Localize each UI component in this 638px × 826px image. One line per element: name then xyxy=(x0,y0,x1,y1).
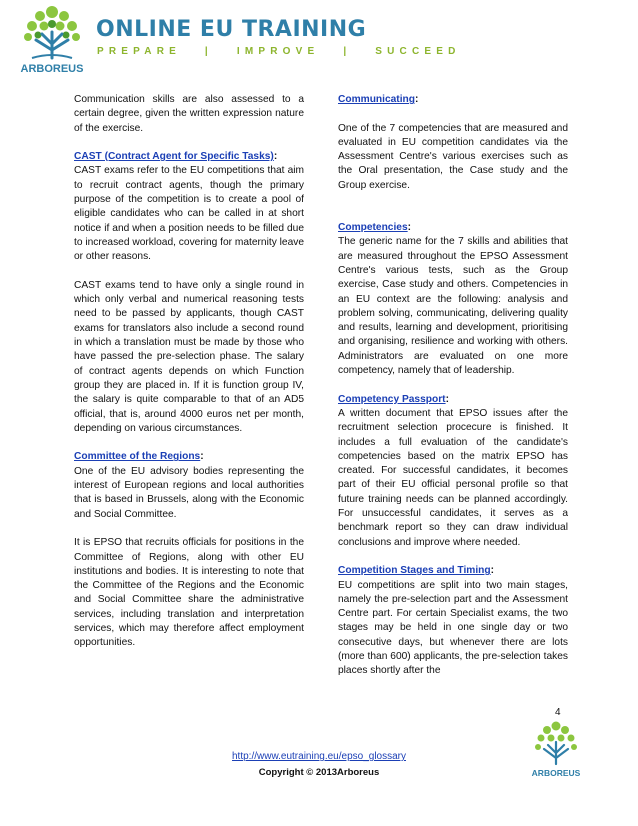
glossary-entry-competition-stages: Competition Stages and Timing: EU competitions are split into two main stages, namely the pre-selection part and the Assessment Centre part. For certain Specialist exams, the two stages may be held in one single day or two consecutive days, but whenever there are lots (more than 600) applicants, the pre-selection takes places shortly after the xyxy=(338,565,568,677)
right-column xyxy=(338,93,568,693)
glossary-term-link[interactable]: Communicating xyxy=(338,94,415,105)
glossary-term-link[interactable]: Competency Passport xyxy=(338,393,446,405)
svg-text:ARBOREUS: ARBOREUS xyxy=(20,63,84,75)
glossary-definition: EU competitions are split into two main stages, namely the pre-selection part and the Assessment Centre part. For certain Specialist exams, the two stages may be held in one single day or two consecutive days, but whenever there are lots (more than 600) applicants, the pre-selection takes places shortly after the xyxy=(338,579,568,677)
glossary-definition: A written document that EPSO issues after the recruitment selection procecure is finished. It includes a full evaluation of the candidate's competencies based on the matrix EPSO has created. For successful candidates, it becomes part of their EU official personal profile so that future training needs can be planned accordingly. For unsuccessful candidates, it serves as a benchmark report so they can draw individual conclusions and improve where needed. xyxy=(338,407,568,548)
glossary-definition: The generic name for the 7 skills and abilities that are measured throughout the EPSO Assessment Centre's various tests, such as the Group exercise, Case study and others. Competencies in an EU context are the following: analysis and problem solving, communicating, delivering quality and results, learning and development, prioritising and organising, resilience and working with others. Administrators are evaluated on one more competency, namely that of leadership. xyxy=(338,236,568,377)
glossary-definition: One of the 7 competencies that are measured and evaluated in EU competition candidates via the Assessment Centre's various exercises such as the Oral presentation, the Case study and the Group exercise. xyxy=(338,122,568,191)
paragraph: CAST exams tend to have only a single round in which only verbal and numerical reasoning tests need to be passed by applicants, though CAST exams for translators also include a second round in which a translation must be made by those who have passed the pre-selection phase. The salary of contract agents depends on which Function group they are placed in. If it is function group IV, the salary is quite comparable to that of an AD5 official, that is, around 4000 euros net per month, depending on various circumstances. xyxy=(74,279,304,434)
brand-tagline: PREPARE | IMPROVE | SUCCEED xyxy=(97,46,461,57)
glossary-term-link[interactable]: Competition Stages and Timing xyxy=(338,565,491,577)
arboreus-tree-logo xyxy=(12,2,92,78)
glossary-term-link[interactable]: Committee of the Regions xyxy=(74,451,201,463)
footer-copyright: Copyright © 2013Arboreus xyxy=(258,767,380,778)
glossary-entry-competency-passport: Competency Passport: A written document that EPSO issues after the recruitment selection procecure is finished. It includes a full evaluation of the candidate's competencies based on the matrix EPSO has created. For successful candidates, it becomes part of their EU official personal profile so that future training needs can be planned accordingly. For unsuccessful candidates, it serves as a benchmark report so they can draw individual conclusions and improve where needed. xyxy=(338,393,568,548)
glossary-definition: CAST exams refer to the EU competitions that aim to recruit contract agents, though the primary purpose of the competition is to create a pool of eligible candidates who can be called in at short notice if and when a position needs to be filled due to increased workload, covering for maternity leave or other reasons. xyxy=(74,165,304,263)
glossary-entry-committee-of-regions: Committee of the Regions: One of the EU advisory bodies representing the interest of European regions and local authorities that is based in Brussels, along with the Economic and Social Committee. xyxy=(74,451,304,520)
paragraph: Communication skills are also assessed to a certain degree, given the written expression nature of the exercise. xyxy=(74,94,304,134)
page-header xyxy=(0,0,638,80)
glossary-entry-competencies: Competencies: The generic name for the 7 skills and abilities that are measured throughout the EPSO Assessment Centre's various tests, such as the Group exercise, Case study and others. Competencies in an EU context are the following: analysis and problem solving, communicating, delivering quality and results, learning and development, prioritising and organising, resilience and working with others. Administrators are evaluated on one more competency, namely that of leadership. xyxy=(338,222,568,377)
paragraph: It is EPSO that recruits officials for positions in the Committee of Regions, along with other EU institutions and bodies. It is interesting to note that the Committee of the Regions and the Economic and Social Committee share the administrative services, including translation and interpretation services, which may therefore affect employment opportunities. xyxy=(74,537,304,649)
left-column xyxy=(74,93,304,665)
footer-url-link[interactable]: http://www.eutraining.eu/epso_glossary xyxy=(232,751,406,762)
svg-text:ARBOREUS: ARBOREUS xyxy=(531,768,581,778)
page-number: 4 xyxy=(555,707,561,718)
glossary-term-link[interactable]: CAST (Contract Agent for Specific Tasks) xyxy=(74,151,274,163)
glossary-term-link[interactable]: Competencies xyxy=(338,222,408,234)
glossary-entry-communicating: Communicating: One of the 7 competencies that are measured and evaluated in EU competition candidates via the Assessment Centre's various exercises such as the Oral presentation, the Case study and the Group exercise. xyxy=(338,94,568,191)
glossary-definition: One of the EU advisory bodies representing the interest of European regions and local authorities that is based in Brussels, along with the Economic and Social Committee. xyxy=(74,465,304,520)
brand-title: ONLINE EU TRAINING xyxy=(96,17,367,42)
glossary-entry-cast: CAST (Contract Agent for Specific Tasks): CAST exams refer to the EU competitions that aim to recruit contract agents, though the primary purpose of the competition is to create a pool of eligible candidates who can be called in at short notice if and when a position needs to be filled due to increased workload, covering for maternity leave or other reasons. xyxy=(74,151,304,263)
